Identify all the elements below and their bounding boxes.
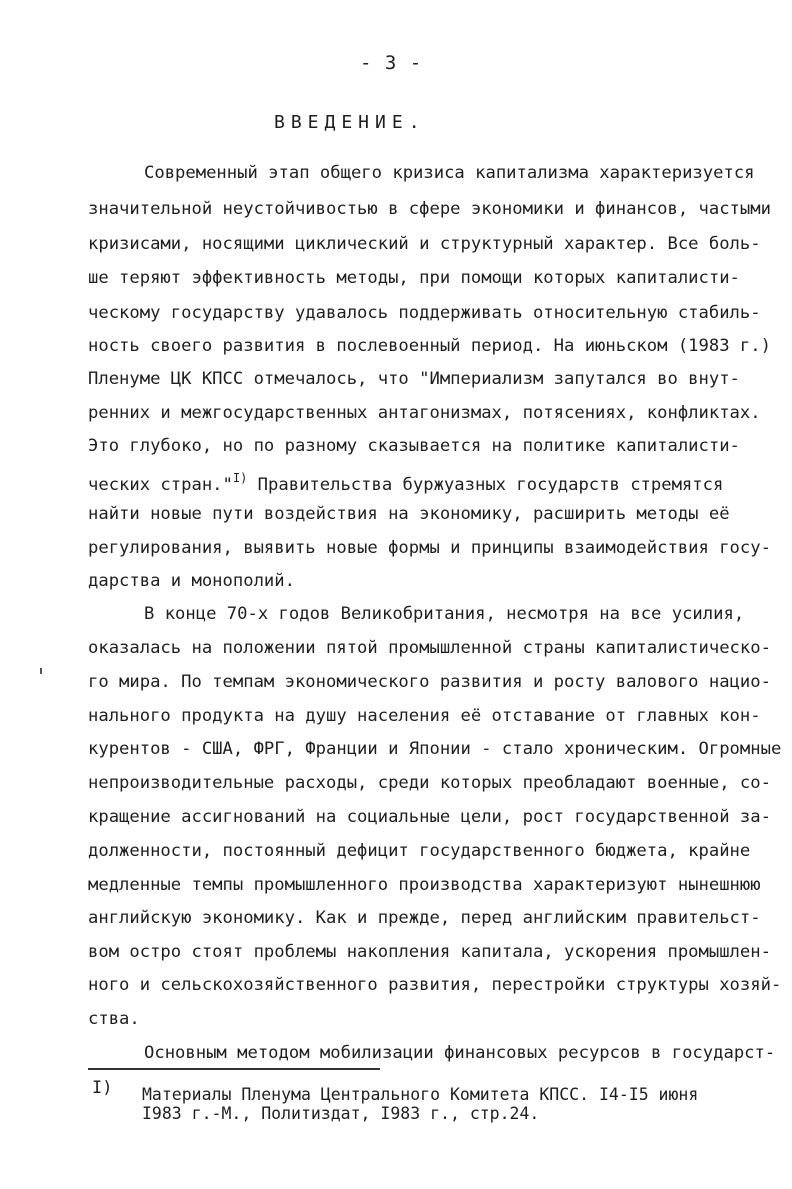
- text-line: найти новые пути воздействия на экономику, расширить методы её: [88, 504, 730, 524]
- text-line: значительной неустойчивостью в сфере экономики и финансов, частыми: [88, 199, 771, 219]
- footnote-line: I983 г.-М., Политиздат, I983 г., стр.24.: [142, 1104, 540, 1123]
- text-line: медленные темпы промышленного производства характеризуют нынешнюю: [88, 875, 761, 895]
- page-title: ВВЕДЕНИЕ.: [274, 112, 426, 133]
- text-line: нального продукта на душу населения её отставание от главных кон-: [88, 706, 761, 726]
- text-line: ного и сельскохозяйственного развития, перестройки структуры хозяй-: [88, 975, 782, 995]
- text-line: Современный этап общего кризиса капитализма характеризуется: [144, 163, 755, 183]
- text-line: английскую экономику. Как и прежде, перед английским правительст-: [88, 908, 761, 928]
- text-line: [88, 472, 723, 494]
- footnote-divider: [88, 1068, 380, 1070]
- scan-speck: [40, 668, 42, 674]
- page-number: - 3 -: [360, 52, 423, 74]
- text-line: В конце 70-х годов Великобритания, несмотря на все усилия,: [144, 604, 745, 624]
- text-line: вом остро стоят проблемы накопления капитала, ускорения промышлен-: [88, 942, 771, 962]
- text-line: го мира. По темпам экономического развития и росту валового нацио-: [88, 672, 771, 692]
- text-line: ства.: [88, 1009, 140, 1029]
- text-line: ческому государству удавалось поддерживать относительную стабиль-: [88, 303, 761, 323]
- footnote-marker: I): [92, 1078, 113, 1098]
- text-line: Это глубоко, но по разному сказывается на политике капиталисти-: [88, 436, 740, 456]
- text-line: кращение ассигнований на социальные цели, рост государственной за-: [88, 807, 771, 827]
- text-line: кризисами, носящими циклический и структурный характер. Все боль-: [88, 234, 761, 254]
- text-line: долженности, постоянный дефицит государственного бюджета, крайне: [88, 841, 751, 861]
- footnote-line: Материалы Пленума Центрального Комитета КПСС. I4-I5 июня: [142, 1085, 699, 1104]
- text-line: оказалась на положении пятой промышленной страны капиталистическо-: [88, 638, 771, 658]
- text-line: ность своего развития в послевоенный период. На июньском (1983 г.): [88, 336, 771, 356]
- text-line: Основным методом мобилизации финансовых ресурсов в государст-: [144, 1043, 776, 1063]
- text-segment: Правительства буржуазных государств стремятся: [247, 475, 724, 495]
- text-line: дарства и монополий.: [88, 571, 295, 591]
- text-line: Пленуме ЦК КПСС отмечалось, что "Империализм запутался во внут-: [88, 369, 740, 389]
- text-line: ше теряют эффективность методы, при помощи которых капиталисти-: [88, 268, 740, 288]
- text-line: непроизводительные расходы, среди которых преобладают военные, со-: [88, 773, 771, 793]
- text-line: регулирования, выявить новые формы и принципы взаимодействия госу-: [88, 538, 771, 558]
- text-line: курентов - США, ФРГ, Франции и Японии - стало хроническим. Огромные: [88, 739, 782, 759]
- text-segment: ческих стран.": [88, 475, 233, 495]
- footnote-reference: I): [232, 471, 248, 485]
- text-line: ренних и межгосударственных антагонизмах, потясениях, конфликтах.: [88, 403, 761, 423]
